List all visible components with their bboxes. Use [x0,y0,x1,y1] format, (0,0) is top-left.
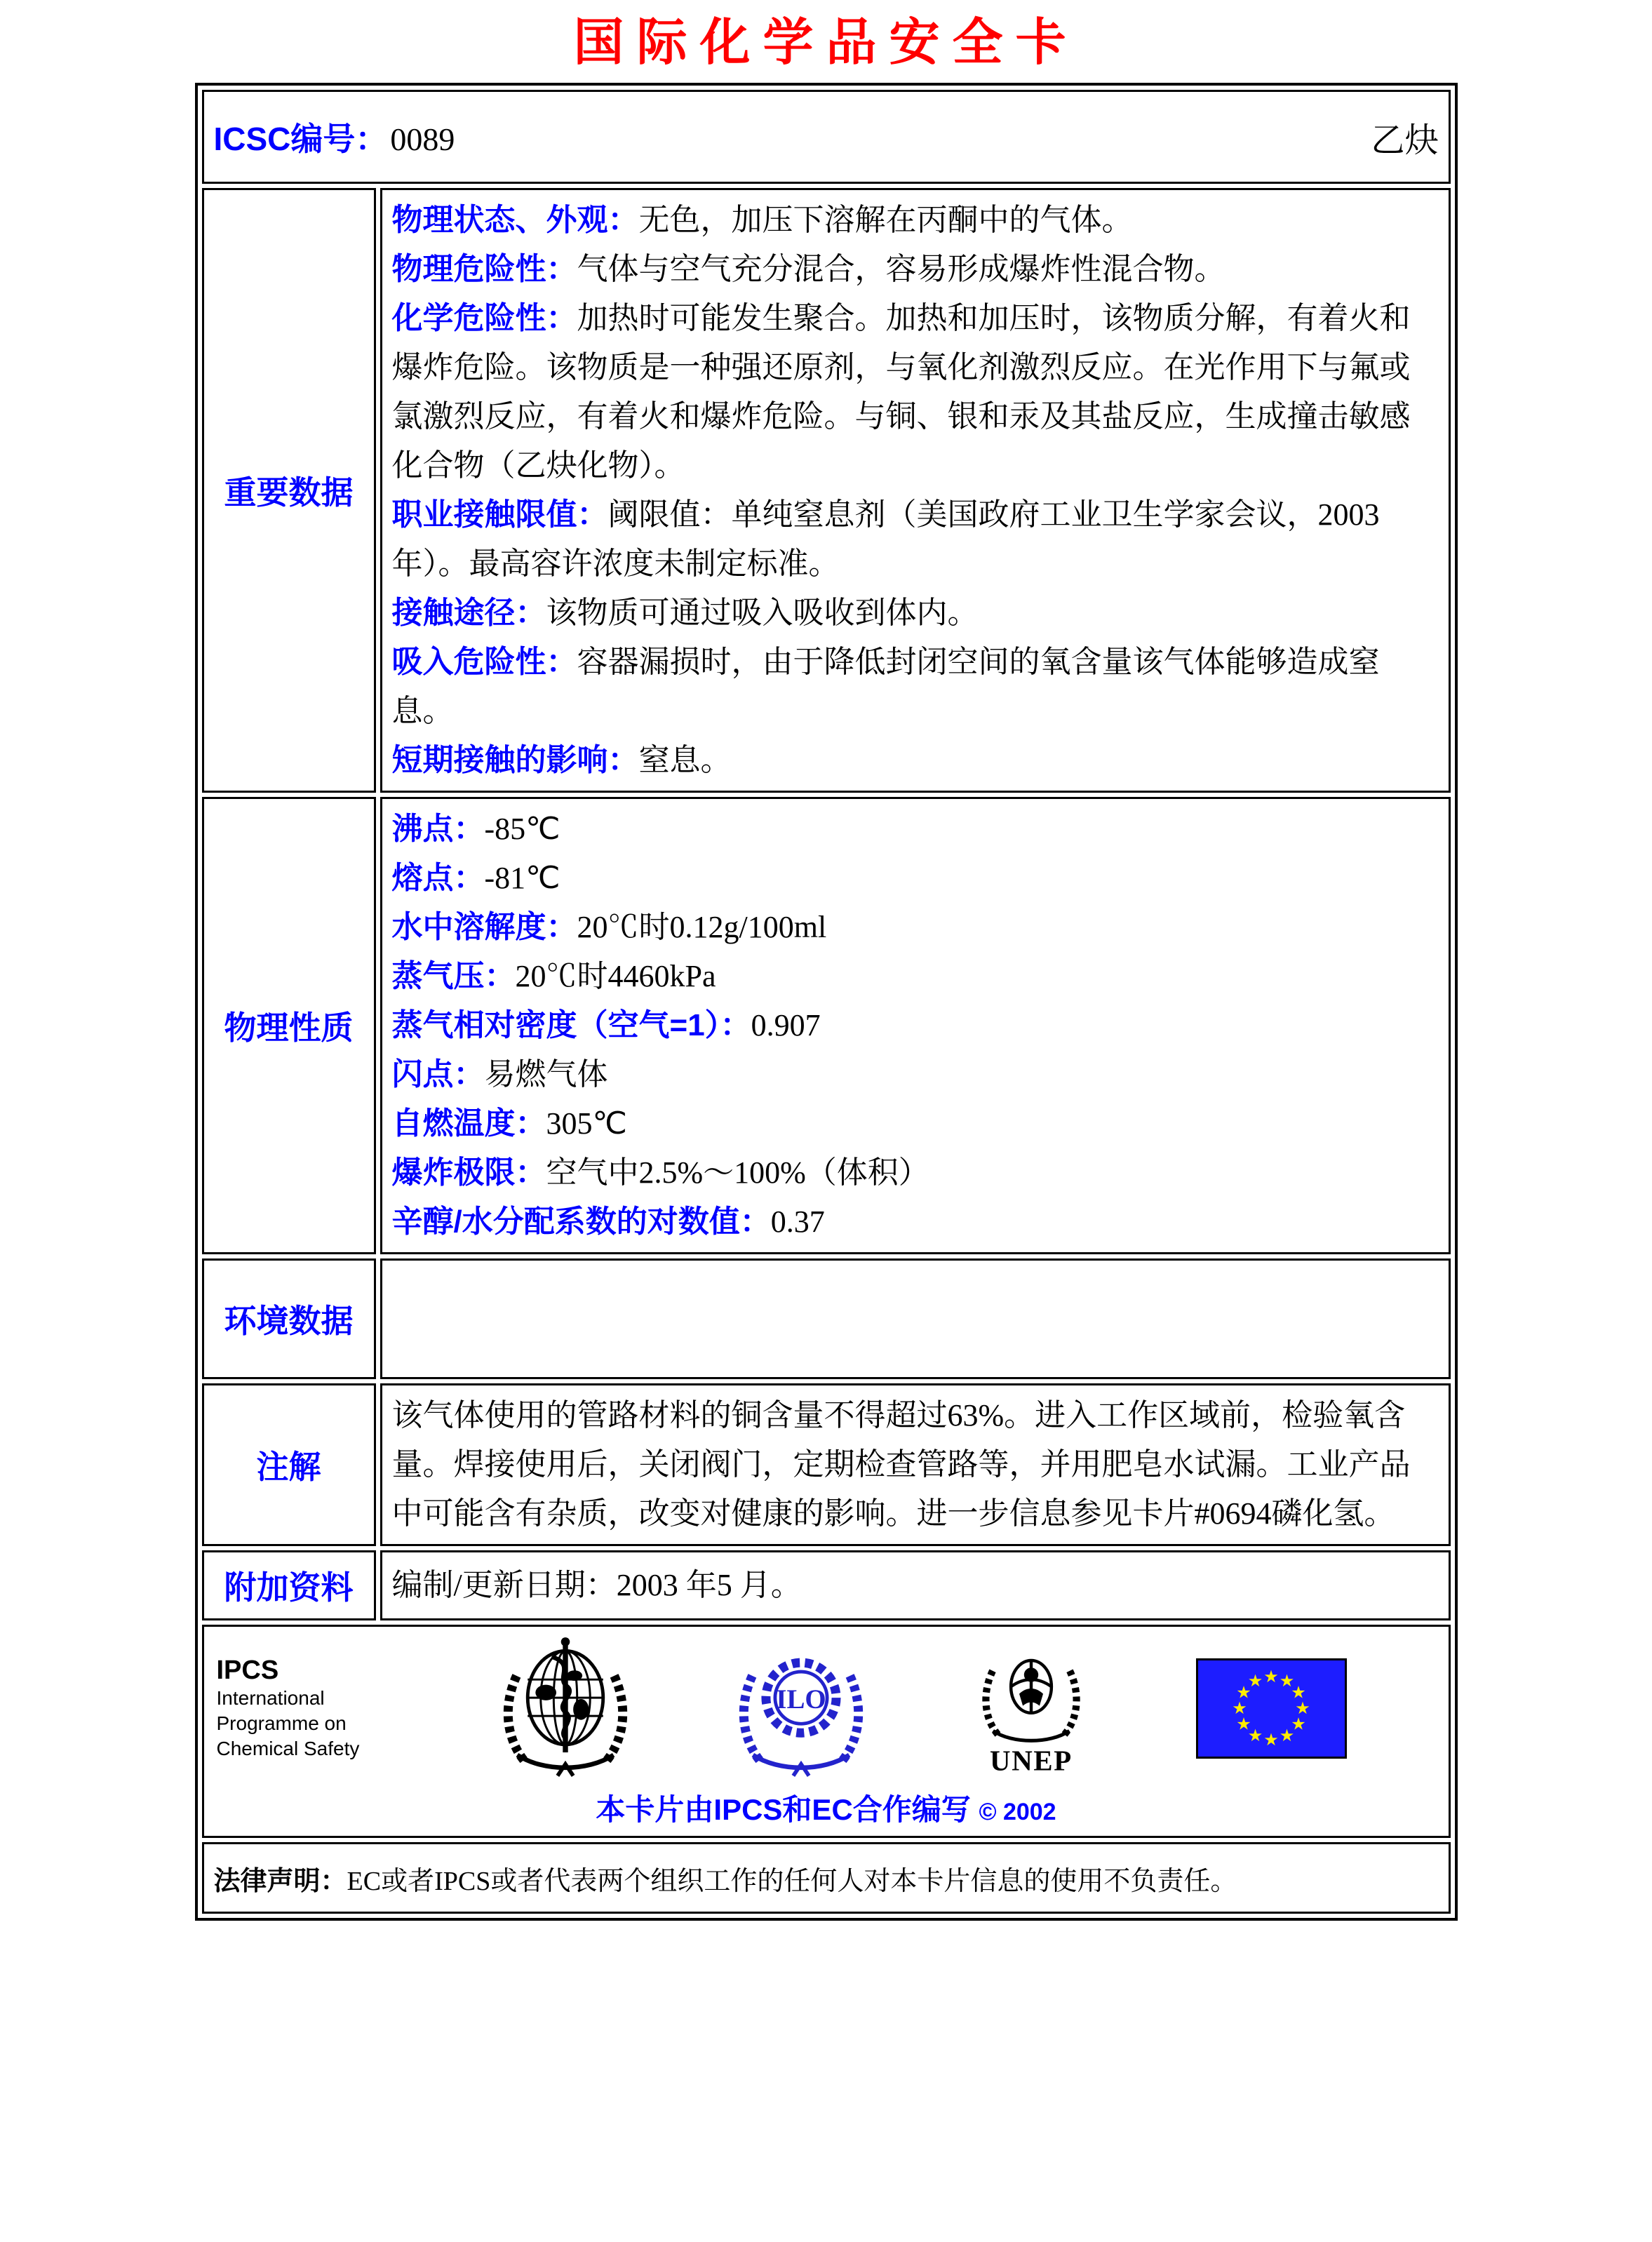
property-value: 空气中2.5%～100%（体积） [546,1155,929,1190]
property-value: 窒息。 [638,743,732,777]
svg-text:★: ★ [1290,1715,1306,1733]
svg-text:★: ★ [1235,1684,1251,1702]
icsc-number-group [214,114,455,160]
property-value: 该物质可通过吸入吸收到体内。 [546,596,979,630]
ipcs-line: International [216,1687,325,1709]
property-label: 物理状态、外观： [391,203,639,237]
who-emblem-icon [500,1637,631,1780]
ipcs-line: Chemical Safety [216,1738,360,1759]
section-content-additional-info [380,1550,1451,1620]
property-label: 闪点： [391,1057,485,1092]
property-item [392,245,1439,294]
section-label-additional-info: 附加资料 [202,1550,376,1620]
property-item [392,1001,1439,1050]
eu-flag-icon [1196,1658,1347,1759]
header-row [202,90,1451,184]
property-item [392,589,1439,638]
property-item [392,903,1439,952]
property-value: 阈限值：单纯窒息剂（美国政府工业卫生学家会议，2003年）。最高容许浓度未制定标准。 [391,497,1380,581]
property-value: 加热时可能发生聚合。加热和加压时，该物质分解，有着火和爆炸危险。该物质是一种强还原剂，与氧化剂激烈反应。在光作用下与氟或氯激烈反应，有着火和爆炸危险。与铜、银和汞及其盐反应，生成撞击敏感化合物（乙炔化物）。 [391,301,1411,483]
property-label: 蒸气压： [391,959,516,993]
property-label: 水中溶解度： [391,910,577,944]
property-label: 短期接触的影响： [391,743,639,777]
property-item [392,294,1439,490]
logo-row [211,1637,1442,1780]
copyright-text: © 2002 [979,1799,1056,1825]
property-value: 易燃气体 [484,1057,608,1092]
property-value: 0.37 [770,1204,825,1239]
property-item [392,854,1439,903]
ilo-letters: ILO [776,1684,826,1714]
unep-emblem-icon [972,1637,1091,1780]
svg-text:★: ★ [1279,1726,1294,1745]
icsc-number-label: ICSC编号： [213,121,388,157]
svg-text:★: ★ [1247,1726,1263,1745]
row-important-data [202,188,1451,793]
svg-text:★: ★ [1231,1699,1247,1718]
section-content-physical-properties [380,797,1451,1254]
ipcs-line: Programme on [216,1712,347,1734]
property-label: 熔点： [391,861,485,895]
property-value: 20℃时4460kPa [515,959,716,993]
svg-text:★: ★ [1263,1667,1279,1686]
property-label: 自燃温度： [391,1106,546,1141]
svg-text:★: ★ [1247,1672,1263,1691]
property-item [392,1099,1439,1148]
property-item [392,1148,1439,1197]
section-label-physical-properties: 物理性质 [202,797,376,1254]
property-value: 0.907 [751,1008,821,1042]
property-label: 吸入危险性： [391,645,577,679]
property-item [392,638,1439,736]
property-value: -85℃ [484,812,560,846]
page-title: 国际化学品安全卡 [573,12,1079,72]
row-notes [202,1383,1451,1546]
legal-label: 法律声明： [213,1866,347,1896]
ipcs-acronym: IPCS [216,1656,279,1685]
property-item [392,736,1439,785]
cooperation-caption [211,1787,1442,1829]
icsc-number-value: 0089 [390,121,455,157]
property-value: 无色，加压下溶解在丙酮中的气体。 [638,203,1133,237]
property-label: 爆炸极限： [391,1155,546,1190]
section-label-important-data: 重要数据 [202,188,376,793]
property-label: 沸点： [391,812,485,846]
property-value: 气体与空气充分混合，容易形成爆炸性混合物。 [577,252,1225,286]
svg-text:★: ★ [1263,1731,1279,1750]
property-value: -81℃ [484,861,560,895]
section-content-notes [380,1383,1451,1546]
property-item [392,1050,1439,1099]
property-item [392,805,1439,854]
property-label: 化学危险性： [391,301,577,335]
icsc-card-table [195,83,1458,1921]
section-content-important-data [380,188,1451,793]
svg-text:★: ★ [1279,1672,1294,1691]
svg-text:★: ★ [1294,1699,1310,1718]
ipcs-text-block [217,1655,396,1761]
property-value: 容器漏损时，由于降低封闭空间的氧含量该气体能够造成窒息。 [391,645,1380,728]
property-label: 接触途径： [391,596,546,630]
property-item [392,490,1439,589]
property-label: 物理危险性： [391,252,577,286]
footer-cell [202,1625,1451,1838]
additional-info-text: 编制/更新日期：2003 年5 月。 [391,1568,802,1602]
property-label: 蒸气相对密度（空气=1）： [391,1008,751,1042]
row-environmental-data [202,1258,1451,1379]
property-value: 305℃ [546,1106,627,1141]
chemical-name: 乙炔 [1371,121,1439,159]
row-additional-info [202,1550,1451,1620]
svg-text:★: ★ [1235,1715,1251,1733]
legal-cell [202,1842,1451,1914]
header-cell [202,90,1451,184]
property-label: 职业接触限值： [391,497,608,532]
row-physical-properties [202,797,1451,1254]
row-legal [202,1842,1451,1914]
section-label-notes: 注解 [202,1383,376,1546]
svg-text:★: ★ [1290,1684,1306,1702]
property-value: 20℃时0.12g/100ml [577,910,827,944]
caption-text: 本卡片由IPCS和EC合作编写 [596,1793,971,1826]
property-item [392,952,1439,1001]
property-item [392,1197,1439,1247]
legal-text: EC或者IPCS或者代表两个组织工作的任何人对本卡片信息的使用不负责任。 [347,1866,1237,1896]
section-content-environmental-data [380,1258,1451,1379]
ilo-emblem-icon [736,1637,866,1780]
property-item [392,196,1439,245]
unep-letters: UNEP [989,1745,1073,1777]
property-label: 辛醇/水分配系数的对数值： [391,1204,771,1239]
section-label-environmental-data: 环境数据 [202,1258,376,1379]
row-footer [202,1625,1451,1838]
notes-text: 该气体使用的管路材料的铜含量不得超过63%。进入工作区域前，检验氧含量。焊接使用后，关闭阀门，定期检查管路等，并用肥皂水试漏。工业产品中可能含有杂质，改变对健康的影响。进一步信息参见卡片#0694磷化氢。 [391,1398,1411,1531]
